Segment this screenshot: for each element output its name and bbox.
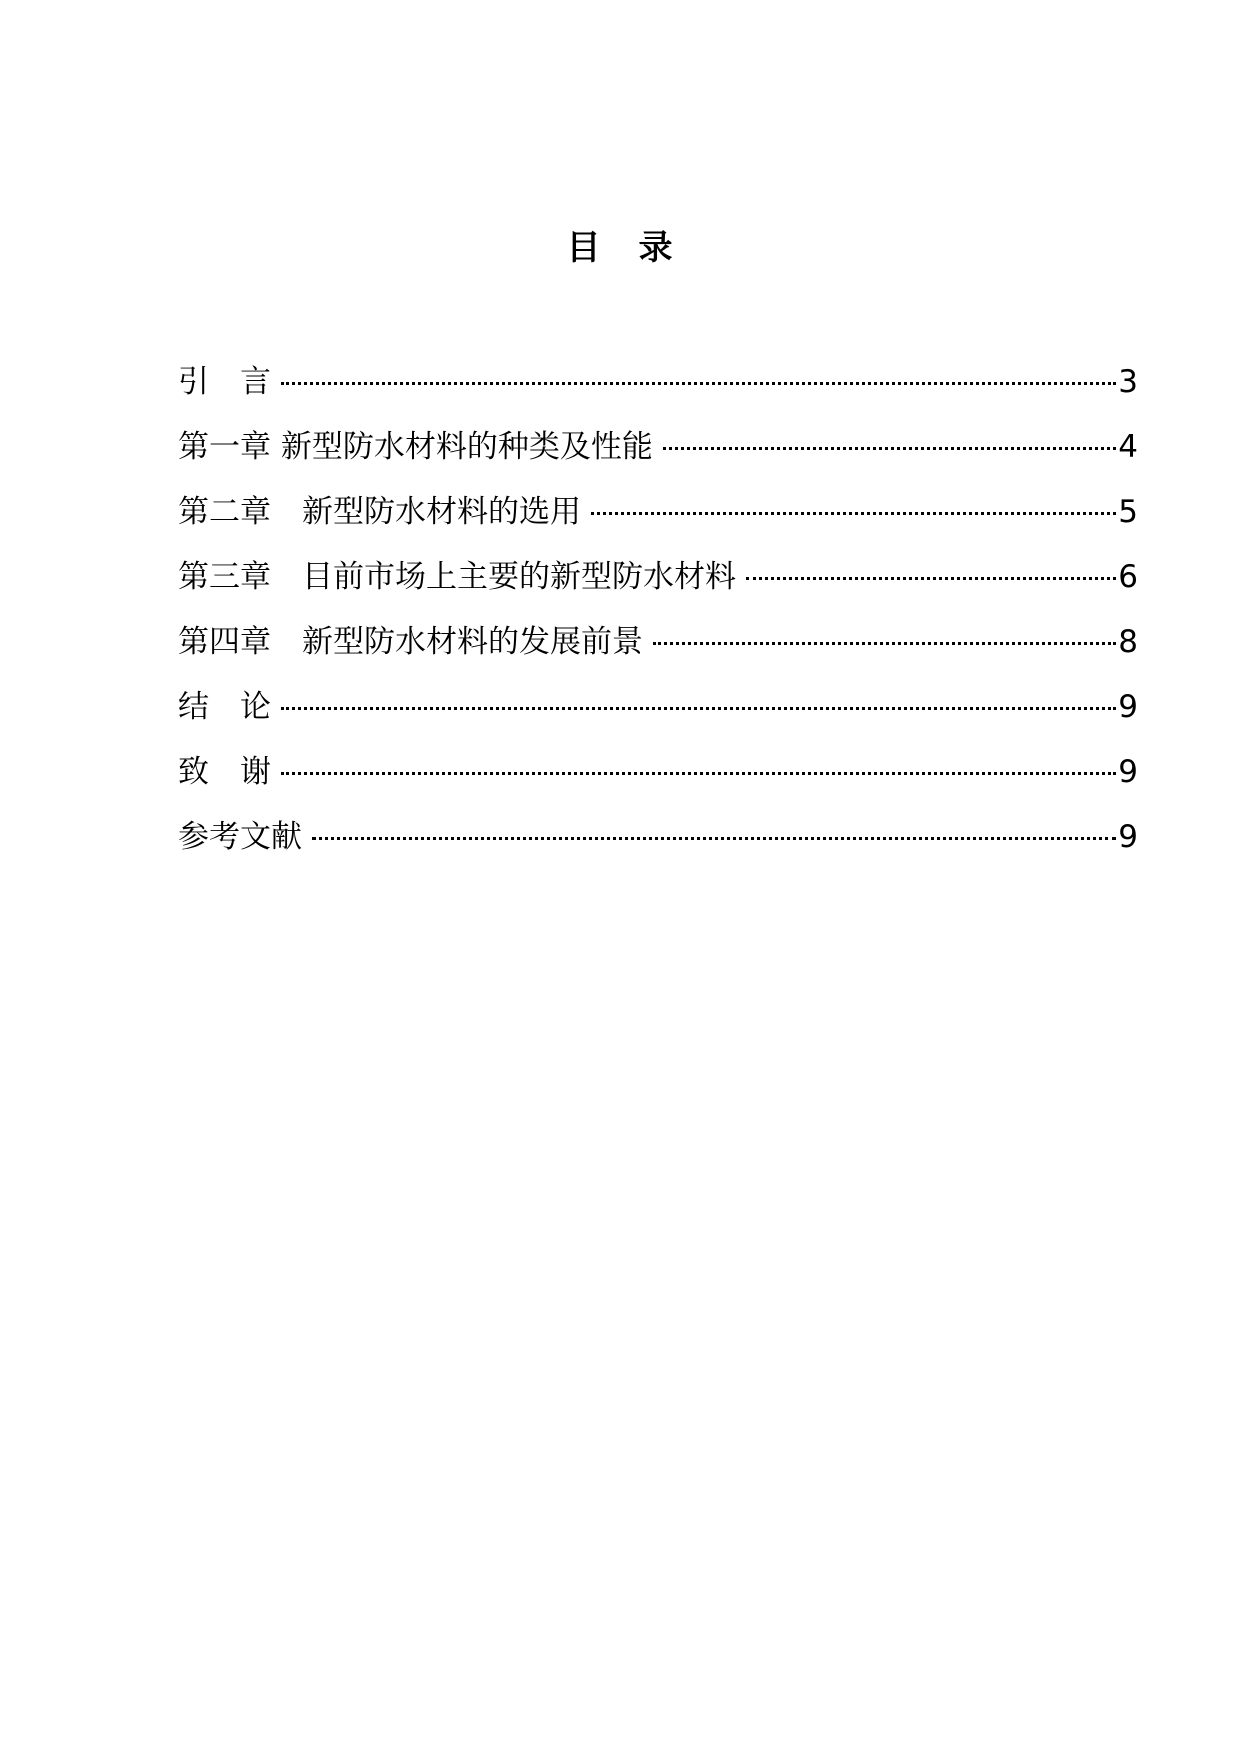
dot-leader — [281, 707, 1116, 710]
dot-leader — [312, 837, 1116, 840]
toc-entry-label: 结 论 — [178, 689, 271, 725]
toc-entry-label: 致 谢 — [178, 754, 271, 790]
toc-entry-label: 第一章 新型防水材料的种类及性能 — [178, 429, 653, 465]
toc-entry-page-number: 3 — [1118, 364, 1138, 400]
dot-leader — [663, 447, 1116, 450]
toc-entry-label: 引 言 — [178, 364, 271, 400]
toc-entry-page-number: 9 — [1118, 689, 1138, 725]
dot-leader — [653, 642, 1116, 645]
toc-entry-page-number: 8 — [1118, 624, 1138, 660]
toc-entry-label: 第四章 新型防水材料的发展前景 — [178, 624, 643, 660]
toc-entry-label: 第二章 新型防水材料的选用 — [178, 494, 581, 530]
toc-entry-conclusion[interactable] — [178, 681, 1138, 746]
dot-leader — [746, 577, 1116, 580]
toc-title: 目 录 — [566, 228, 675, 268]
toc-entry-chapter-3[interactable] — [178, 551, 1138, 616]
toc-entry-chapter-1[interactable] — [178, 421, 1138, 486]
toc-entry-label: 第三章 目前市场上主要的新型防水材料 — [178, 559, 736, 595]
toc-entry-label: 参考文献 — [178, 819, 302, 855]
toc-entry-page-number: 6 — [1118, 559, 1138, 595]
toc-entry-page-number: 9 — [1118, 819, 1138, 855]
toc-entry-acknowledgements[interactable] — [178, 746, 1138, 811]
toc-entry-page-number: 5 — [1118, 494, 1138, 530]
toc-entry-page-number: 9 — [1118, 754, 1138, 790]
dot-leader — [281, 382, 1116, 385]
dot-leader — [281, 772, 1116, 775]
toc-entry-chapter-4[interactable] — [178, 616, 1138, 681]
dot-leader — [591, 512, 1116, 515]
toc-entry-references[interactable] — [178, 811, 1138, 876]
toc-entry-page-number: 4 — [1118, 429, 1138, 465]
table-of-contents — [178, 356, 1138, 876]
toc-entry-introduction[interactable] — [178, 356, 1138, 421]
toc-entry-chapter-2[interactable] — [178, 486, 1138, 551]
